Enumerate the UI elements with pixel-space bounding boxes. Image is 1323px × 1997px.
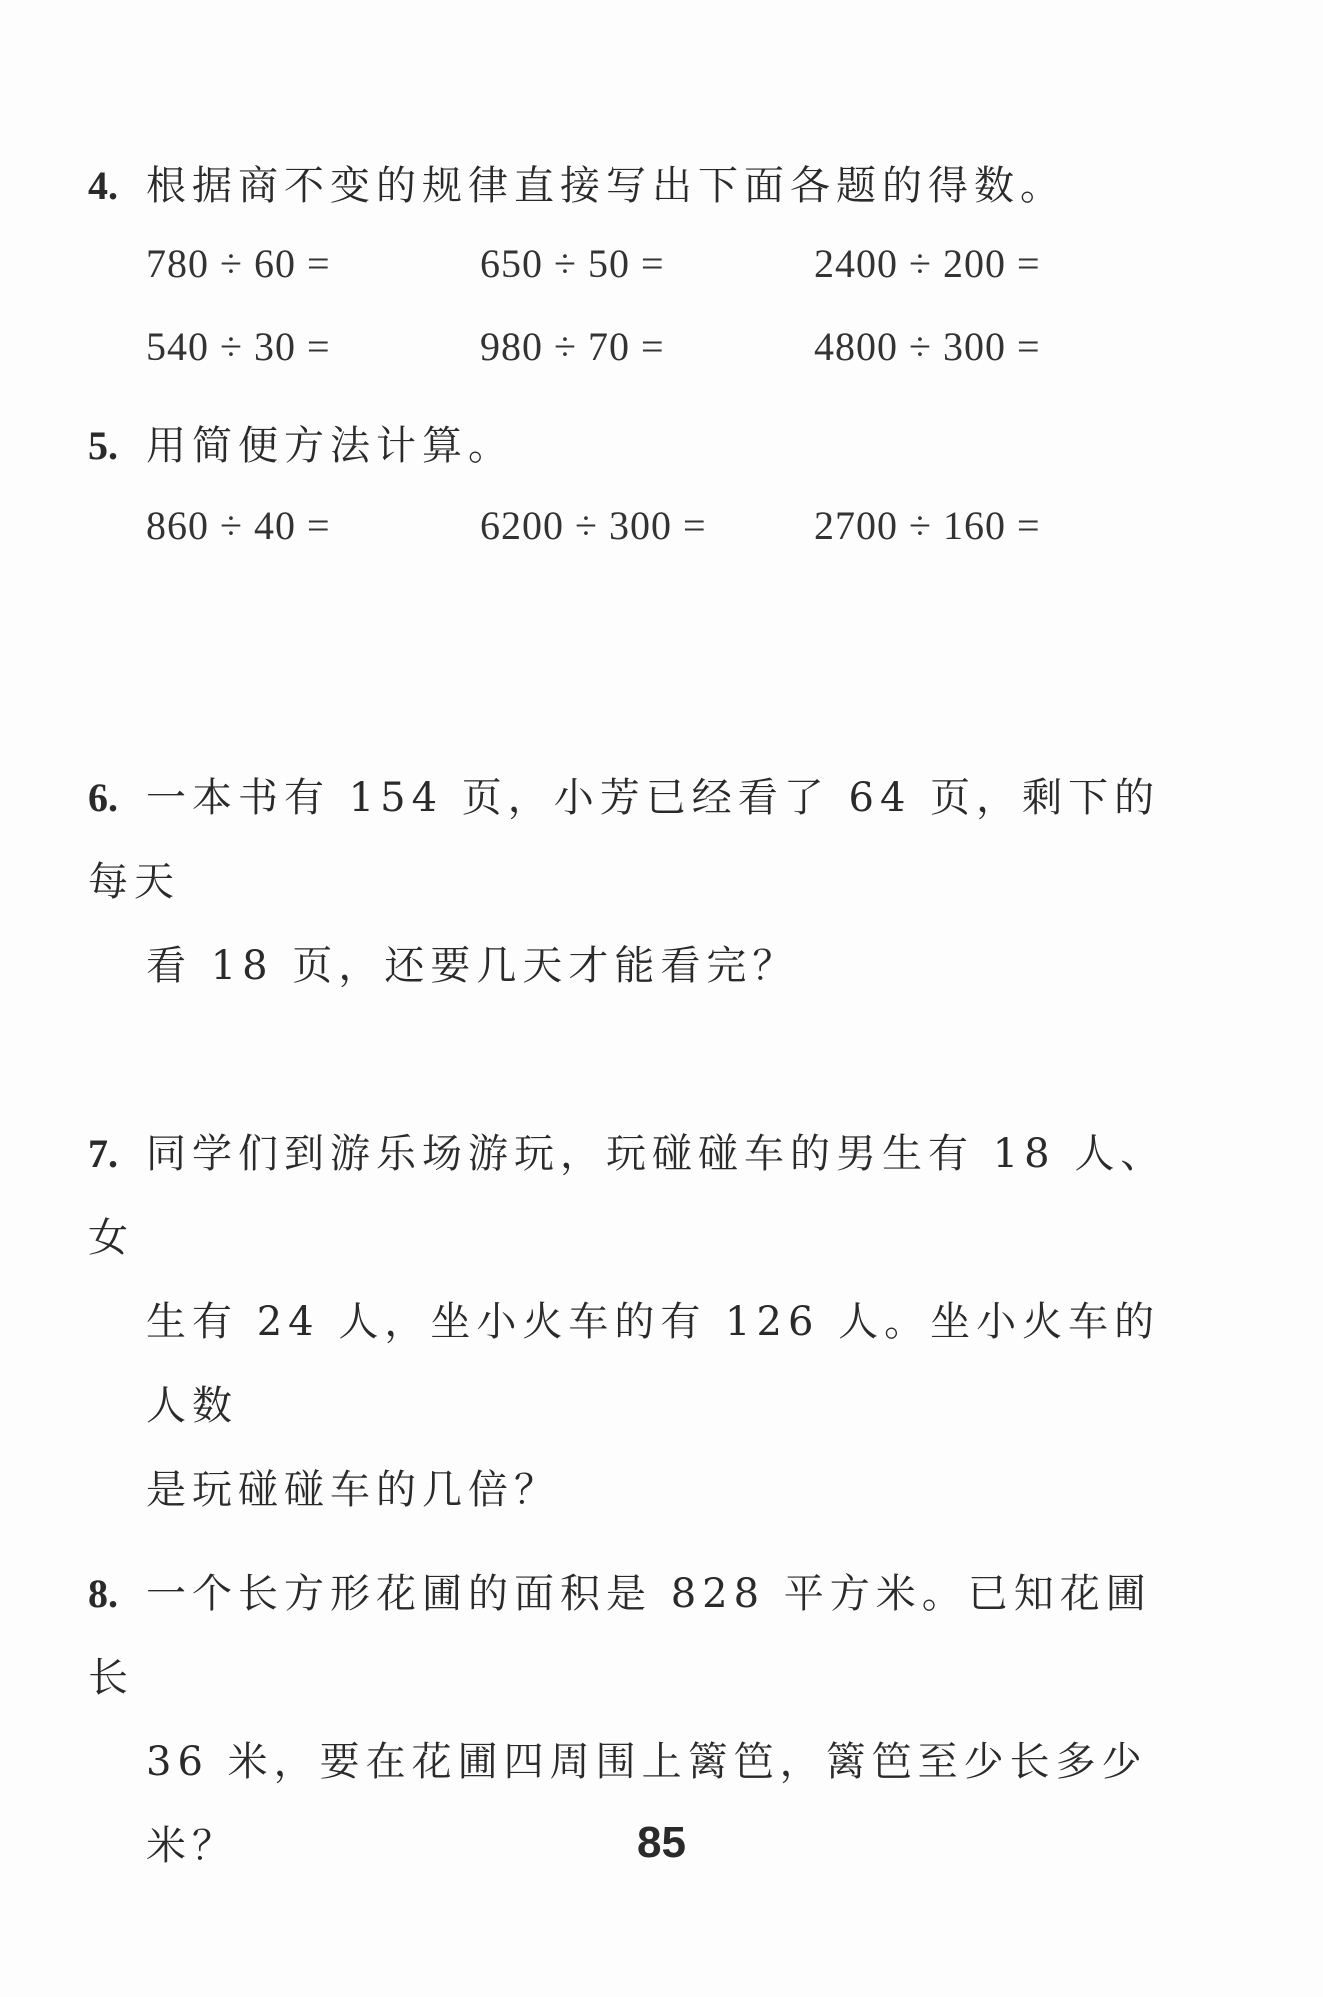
question-text-line: 看 18 页，还要几天才能看完？ <box>146 943 799 989</box>
question-text-line: 生有 24 人，坐小火车的有 126 人。坐小火车的人数 <box>146 1299 1161 1429</box>
question-number: 8. <box>88 1571 118 1616</box>
question-5 <box>88 404 1178 488</box>
question-7 <box>88 1112 1178 1532</box>
question-6 <box>88 756 1178 1008</box>
equation: 980 ÷ 70 = <box>480 324 665 369</box>
question-text-line: 一个长方形花圃的面积是 828 平方米。已知花圃长 <box>88 1571 1152 1701</box>
equation: 4800 ÷ 300 = <box>814 324 1041 369</box>
question-text-line: 36 米，要在花圃四周围上篱笆，篱笆至少长多少米？ <box>146 1739 1148 1869</box>
question-4 <box>88 144 1178 228</box>
page-number: 85 <box>637 1818 686 1867</box>
question-number: 6. <box>88 775 118 820</box>
equation: 2400 ÷ 200 = <box>814 241 1041 286</box>
equation: 540 ÷ 30 = <box>146 324 331 369</box>
question-number: 7. <box>88 1131 118 1176</box>
question-number: 5. <box>88 423 118 468</box>
question-text-line: 是玩碰碰车的几倍？ <box>146 1467 560 1513</box>
equation: 780 ÷ 60 = <box>146 241 331 286</box>
question-text: 用简便方法计算。 <box>146 423 514 469</box>
question-text: 根据商不变的规律直接写出下面各题的得数。 <box>146 163 1066 209</box>
equation: 860 ÷ 40 = <box>146 503 331 548</box>
equation: 650 ÷ 50 = <box>480 241 665 286</box>
question-number: 4. <box>88 163 118 208</box>
equation: 2700 ÷ 160 = <box>814 503 1041 548</box>
question-text-line: 一本书有 154 页，小芳已经看了 64 页，剩下的每天 <box>88 775 1161 905</box>
question-text-line: 同学们到游乐场游玩，玩碰碰车的男生有 18 人、女 <box>88 1131 1167 1261</box>
equation: 6200 ÷ 300 = <box>480 503 707 548</box>
